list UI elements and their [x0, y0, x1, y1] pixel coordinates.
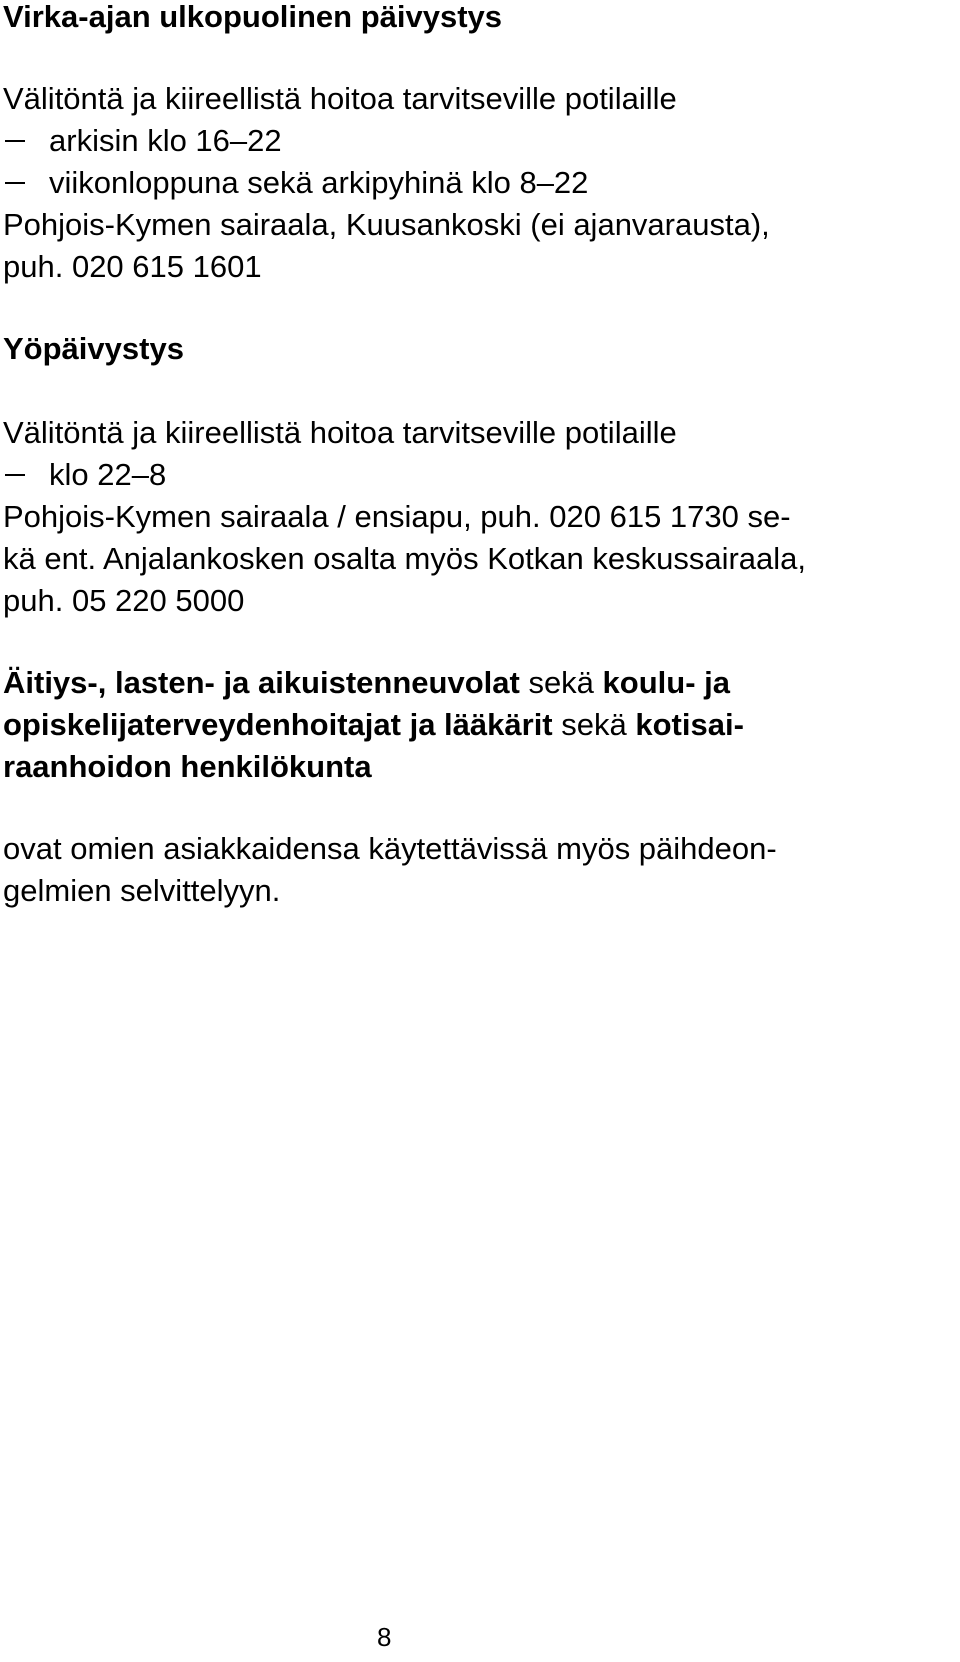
phone-line: puh. 05 220 5000: [3, 583, 245, 618]
page-number: 8: [377, 1622, 392, 1652]
bold-text: Äitiys-, lasten- ja aikuistenneuvolat: [3, 665, 520, 700]
list-item-text: klo 22–8: [49, 457, 167, 492]
list-item: [3, 162, 943, 204]
list-item: [3, 120, 943, 162]
bold-text: opiskelijaterveydenhoitajat ja lääkärit: [3, 707, 553, 742]
closing-tail: ovat omien asiakkaidensa käytettävissä myös päihdeon-: [3, 831, 777, 866]
closing-line: [3, 704, 943, 746]
section-heading-after-hours: Virka-ajan ulkopuolinen päivystys: [3, 0, 503, 34]
closing-line: [3, 662, 943, 704]
section-intro: Välitöntä ja kiireellistä hoitoa tarvitseville potilaille: [3, 81, 677, 116]
plain-text: sekä: [519, 665, 603, 700]
location-line: kä ent. Anjalankosken osalta myös Kotkan keskussairaala,: [3, 541, 807, 576]
location-line: Pohjois-Kymen sairaala, Kuusankoski (ei ajanvarausta),: [3, 207, 770, 242]
list-item-text: viikonloppuna sekä arkipyhinä klo 8–22: [49, 165, 589, 200]
location-line: Pohjois-Kymen sairaala / ensiapu, puh. 020 615 1730 se-: [3, 499, 791, 534]
dash-bullet-icon: [5, 474, 25, 476]
dash-bullet-icon: [5, 140, 25, 142]
dash-bullet-icon: [5, 182, 25, 184]
section-intro: Välitöntä ja kiireellistä hoitoa tarvitseville potilaille: [3, 415, 677, 450]
list-item-text: arkisin klo 16–22: [49, 123, 282, 158]
document-page: [3, 0, 943, 912]
bold-text: koulu- ja: [602, 665, 730, 700]
section-heading-night: Yöpäivystys: [3, 331, 184, 366]
bold-text: kotisai-: [635, 707, 744, 742]
phone-line: puh. 020 615 1601: [3, 249, 262, 284]
plain-text: sekä: [552, 707, 636, 742]
bold-text: raanhoidon henkilökunta: [3, 749, 372, 784]
closing-line: [3, 746, 943, 788]
closing-tail: gelmien selvittelyyn.: [3, 873, 281, 908]
list-item: [3, 454, 943, 496]
